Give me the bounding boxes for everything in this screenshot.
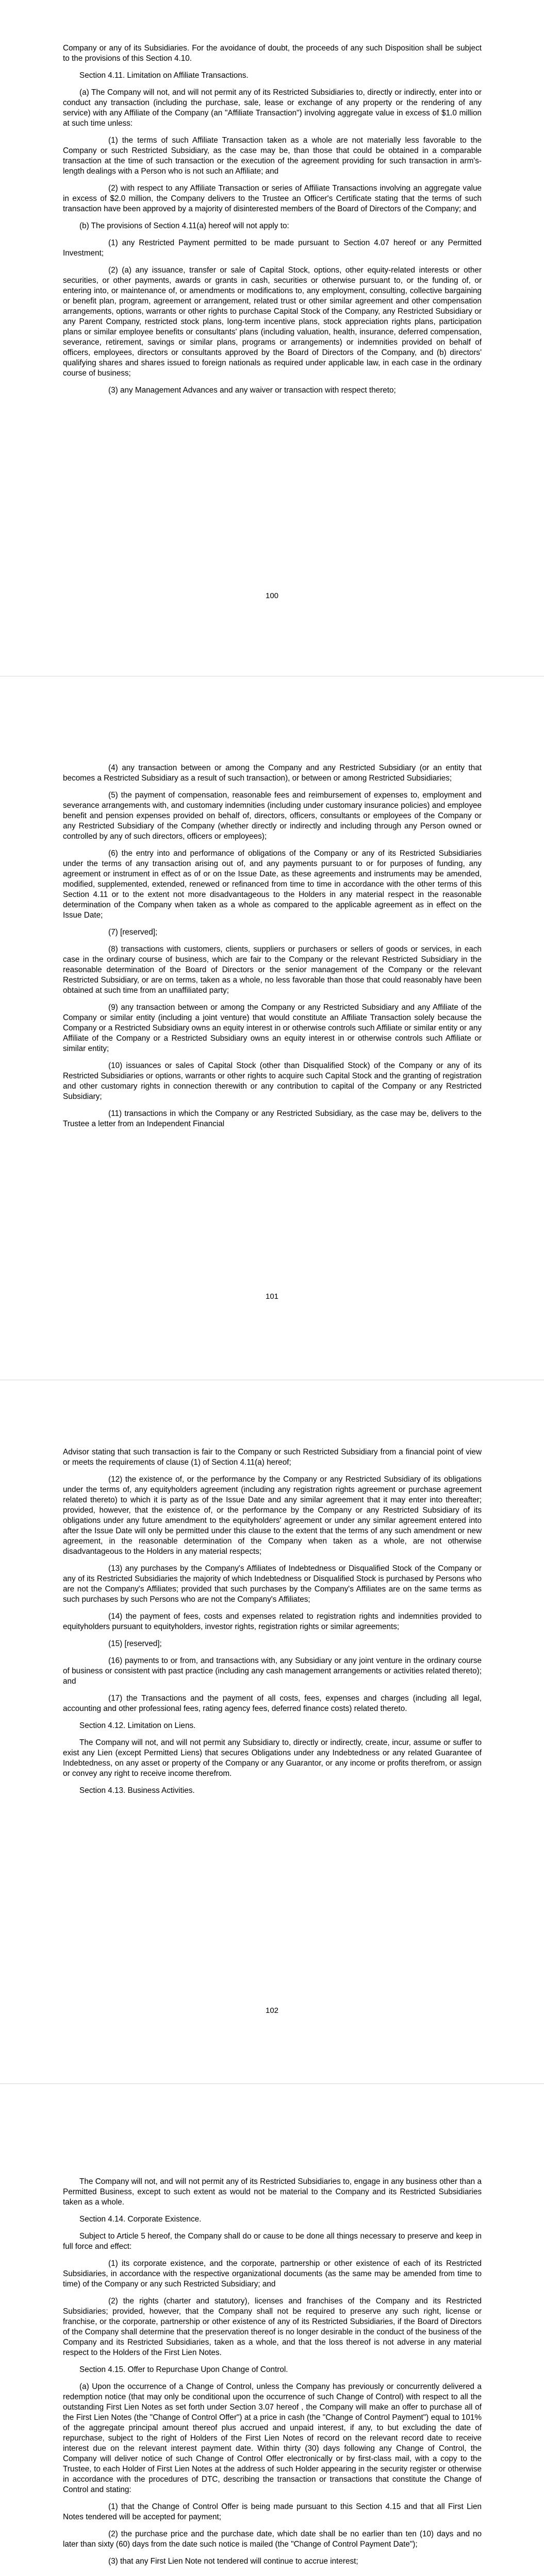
clause: (2) the purchase price and the purchase date, which date shall be no earlier than ten (10) days and no later than sixty (60) days from the date such notice is mailed (the "Change of Control Payment Date");	[63, 2530, 482, 2549]
clause: (1) the terms of such Affiliate Transaction taken as a whole are not materially less favorable to the Company or such Restricted Subsidiary, as the case may be, than those that could be obtained in a comparable transaction at the time of such transaction or the execution of the agreement providing for such transaction in arm's-length dealings with a Person who is not such an Affiliate; and	[63, 136, 482, 176]
page-102	[0, 1380, 544, 2083]
clause: (2) (a) any issuance, transfer or sale of Capital Stock, options, other equity-related interests or other securities, or other payments, awards or grants in cash, securities or otherwise pursuant to, or the funding of, or entering into, or maintenance of, or amendments or modifications to, any employment, consulting, collective bargaining or benefit plan, program, agreement or arrangement, related trust or other similar agreement and other compensation arrangements, options, warrants or other rights to purchase Capital Stock of the Company, any Restricted Subsidiary or any Parent Company, restricted stock plans, long-term incentive plans, stock appreciation rights plans, participation plans or similar employee benefits or consultants' plans (including valuation, health, insurance, deferred compensation, severance, retirement, savings or similar plans, programs or arrangements) or indemnities provided on behalf of officers, employees, directors or consultants approved by the Board of Directors of the Company, and (b) directors' qualifying shares and shares issued to foreign nationals as required under applicable law, in each case in the ordinary course of business;	[63, 266, 482, 378]
paragraph: (b) The provisions of Section 4.11(a) hereof will not apply to:	[79, 222, 289, 230]
clause: (1) its corporate existence, and the corporate, partnership or other existence of each of its Restricted Subsidiaries, in accordance with the respective organizational documents (as the same may be amended from time to time) of the Company or any such Restricted Subsidiary; and	[63, 2259, 482, 2289]
clause: (16) payments to or from, and transactions with, any Subsidiary or any joint venture in the ordinary course of business or consistent with past practice (including any cash management arrangements or activities related thereto); and	[63, 1656, 482, 1686]
section-heading: Section 4.14. Corporate Existence.	[79, 2215, 202, 2224]
section-heading: Section 4.12. Limitation on Liens.	[79, 1721, 196, 1730]
clause: (2) the rights (charter and statutory), licenses and franchises of the Company and its Restricted Subsidiaries; provided, however, that the Company shall not be required to preserve any such right, license or franchise, or the corporate, partnership or other existence of any of its Restricted Subsidiaries, if the Board of Directors of the Company shall determine that the preservation thereof is no longer desirable in the conduct of the business of the Company and its Restricted Subsidiaries, taken as a whole, and that the loss thereof is not adverse in any material respect to the Holders of the First Lien Notes.	[63, 2297, 482, 2357]
clause: (13) any purchases by the Company's Affiliates of Indebtedness or Disqualified Stock of the Company or any of its Restricted Subsidiaries the majority of which Indebtedness or Disqualified Stock is purchased by Persons who are not the Company's Affiliates; provided that such purchases by the Company's Affiliates are on the same terms as such purchases by such Persons who are not the Company's Affiliates;	[63, 1564, 482, 1604]
paragraph: (a) Upon the occurrence of a Change of Control, unless the Company has previously or concurrently delivered a redemption notice (that may only be conditional upon the occurrence of such Change of Control) with respect to all the outstanding First Lien Notes as set forth under Section 3.07 hereof , the Company will make an offer to purchase all of the First Lien Notes (the "Change of Control Offer") at a price in cash (the "Change of Control Payment") equal to 101% of the aggregate principal amount thereof plus accrued and unpaid interest, if any, to but excluding the date of repurchase, subject to the right of Holders of the First Lien Notes of record on the relevant record date to receive interest due on the relevant interest payment date. Within thirty (30) days following any Change of Control, the Company will deliver notice of such Change of Control Offer electronically or by first-class mail, with a copy to the Trustee, to each Holder of First Lien Notes at the address of such Holder appearing in the security register or otherwise in accordance with the procedures of DTC, describing the transaction or transactions that constitute the Change of Control and stating:	[63, 2382, 482, 2494]
paragraph: The Company will not, and will not permit any Subsidiary to, directly or indirectly, create, incur, assume or suffer to exist any Lien (except Permitted Liens) that secures Obligations under any Indebtedness or any related Guarantee of Indebtedness, on any asset or property of the Company or any Guarantor, or any income or profits therefrom, or assign or convey any right to receive income therefrom.	[63, 1738, 482, 1778]
page-102-body	[63, 1447, 482, 1803]
clause: (1) any Restricted Payment permitted to be made pursuant to Section 4.07 hereof or any Permitted Investment;	[63, 239, 482, 258]
paragraph: Subject to Article 5 hereof, the Company shall do or cause to be done all things necessary to preserve and keep in full force and effect:	[63, 2232, 482, 2251]
clause: (4) any transaction between or among the Company and any Restricted Subsidiary (or an entity that becomes a Restricted Subsidiary as a result of such transaction), or between or among Restricted Subsidiaries;	[63, 764, 482, 783]
clause: (8) transactions with customers, clients, suppliers or purchasers or sellers of goods or services, in each case in the ordinary course of business, which are fair to the Company or the relevant Restricted Subsidiary in the reasonable determination of the Board of Directors or the senior management of the Company or the relevant Restricted Subsidiary, or are on terms, taken as a whole, no less favorable than those that could reasonably have been obtained at such time from an unaffiliated party;	[63, 945, 482, 995]
paragraph: Advisor stating that such transaction is fair to the Company or such Restricted Subsidiary from a financial point of view or meets the requirements of clause (1) of Section 4.11(a) hereof;	[63, 1448, 482, 1467]
page-100-body	[63, 43, 482, 402]
clause: (9) any transaction between or among the Company or any Restricted Subsidiary and any Affiliate of the Company or similar entity (including a joint venture) that would constitute an Affiliate Transaction solely because the Company or a Restricted Subsidiary owns an equity interest in or otherwise controls such Affiliate or similar entity or any Affiliate of the Company or a Restricted Subsidiary owns an equity interest in or otherwise controls such Affiliate or similar entity;	[63, 1003, 482, 1053]
clause: (1) that the Change of Control Offer is being made pursuant to this Section 4.15 and that all First Lien Notes tendered will be accepted for payment;	[63, 2502, 482, 2521]
clause: (14) the payment of fees, costs and expenses related to registration rights and indemnities provided to equityholders pursuant to equityholders, investor rights, registration rights or similar agreements;	[63, 1612, 482, 1631]
clause: (2) with respect to any Affiliate Transaction or series of Affiliate Transactions involving an aggregate value in excess of $2.0 million, the Company delivers to the Trustee an Officer's Certificate stating that the terms of such transaction have been approved by a majority of disinterested members of the Board of Directors of the Company; and	[63, 184, 482, 213]
page-100	[0, 0, 544, 676]
page-number: 101	[265, 1292, 279, 1301]
clause: (3) that any First Lien Note not tendered will continue to accrue interest;	[108, 2557, 358, 2566]
section-heading: Section 4.15. Offer to Repurchase Upon Change of Control.	[79, 2365, 288, 2374]
page-103	[0, 2084, 544, 2576]
clause: (7) [reserved];	[108, 928, 158, 937]
clause: (11) transactions in which the Company or any Restricted Subsidiary, as the case may be, delivers to the Trustee a letter from an Independent Financial	[63, 1109, 482, 1128]
clause: (6) the entry into and performance of obligations of the Company or any of its Restricted Subsidiaries under the terms of any transaction arising out of, and any payments pursuant to or for purposes of funding, any agreement or instrument in effect as of or on the Issue Date, as these agreements and instruments may be amended, modified, supplemented, extended, renewed or refinanced from time to time in accordance with the other terms of this Section 4.11 or to the extent not more disadvantageous to the Holders in any material respect in the reasonable determination of the Company when taken as a whole as compared to the applicable agreement as in effect on the Issue Date;	[63, 849, 482, 920]
clause: (10) issuances or sales of Capital Stock (other than Disqualified Stock) of the Company or any of its Restricted Subsidiaries or options, warrants or other rights to acquire such Capital Stock and the granting of registration and other customary rights in connection therewith or any contribution to capital of the Company or any Restricted Subsidiary;	[63, 1061, 482, 1101]
section-heading: Section 4.13. Business Activities.	[79, 1786, 195, 1795]
clause: (5) the payment of compensation, reasonable fees and reimbursement of expenses to, employment and severance arrangements with, and customary indemnities (including under customary insurance policies) and employee benefit and pension expenses provided on behalf of, directors, officers, consultants or employees of the Company or any Restricted Subsidiary of the Company (whether directly or indirectly and including through any Person owned or controlled by any of such directors, officers or employees);	[63, 791, 482, 841]
page-101	[0, 676, 544, 1380]
paragraph: (a) The Company will not, and will not permit any of its Restricted Subsidiaries to, directly or indirectly, enter into or conduct any transaction (including the purchase, sale, lease or exchange of any property or the rendering of any service) with any Affiliate of the Company (an "Affiliate Transaction") involving aggregate value in excess of $1.0 million at such time unless:	[63, 88, 482, 128]
page-number: 100	[265, 591, 279, 600]
section-heading: Section 4.11. Limitation on Affiliate Transactions.	[79, 71, 249, 80]
page-101-body	[63, 763, 482, 1136]
paragraph: Company or any of its Subsidiaries. For the avoidance of doubt, the proceeds of any such Disposition shall be subject to the provisions of this Section 4.10.	[63, 44, 482, 63]
clause: (17) the Transactions and the payment of all costs, fees, expenses and charges (including all legal, accounting and other professional fees, rating agency fees, deferred finance costs) related thereto.	[63, 1694, 482, 1713]
paragraph: The Company will not, and will not permit any of its Restricted Subsidiaries to, engage in any business other than a Permitted Business, except to such extent as would not be material to the Company and its Restricted Subsidiaries taken as a whole.	[63, 2177, 482, 2207]
clause: (12) the existence of, or the performance by the Company or any Restricted Subsidiary of its obligations under the terms of, any equityholders agreement (including any registration rights agreement or purchase agreement related thereto) to which it is party as of the Issue Date and any similar agreement that it may enter into thereafter; provided, however, that the existence of, or the performance by the Company or any Restricted Subsidiary of its obligations under any future amendment to the equityholders' agreement or under any similar agreement entered into after the Issue Date will only be permitted under this clause to the extent that the terms of any such amendment or new agreement, in the reasonable determination of the Company when taken as a whole, are not otherwise disadvantageous to the Holders in any material respects;	[63, 1475, 482, 1556]
clause: (3) any Management Advances and any waiver or transaction with respect thereto;	[108, 386, 396, 395]
page-103-body	[63, 2177, 482, 2573]
clause: (15) [reserved];	[108, 1639, 162, 1648]
page-number: 102	[265, 2006, 279, 2015]
